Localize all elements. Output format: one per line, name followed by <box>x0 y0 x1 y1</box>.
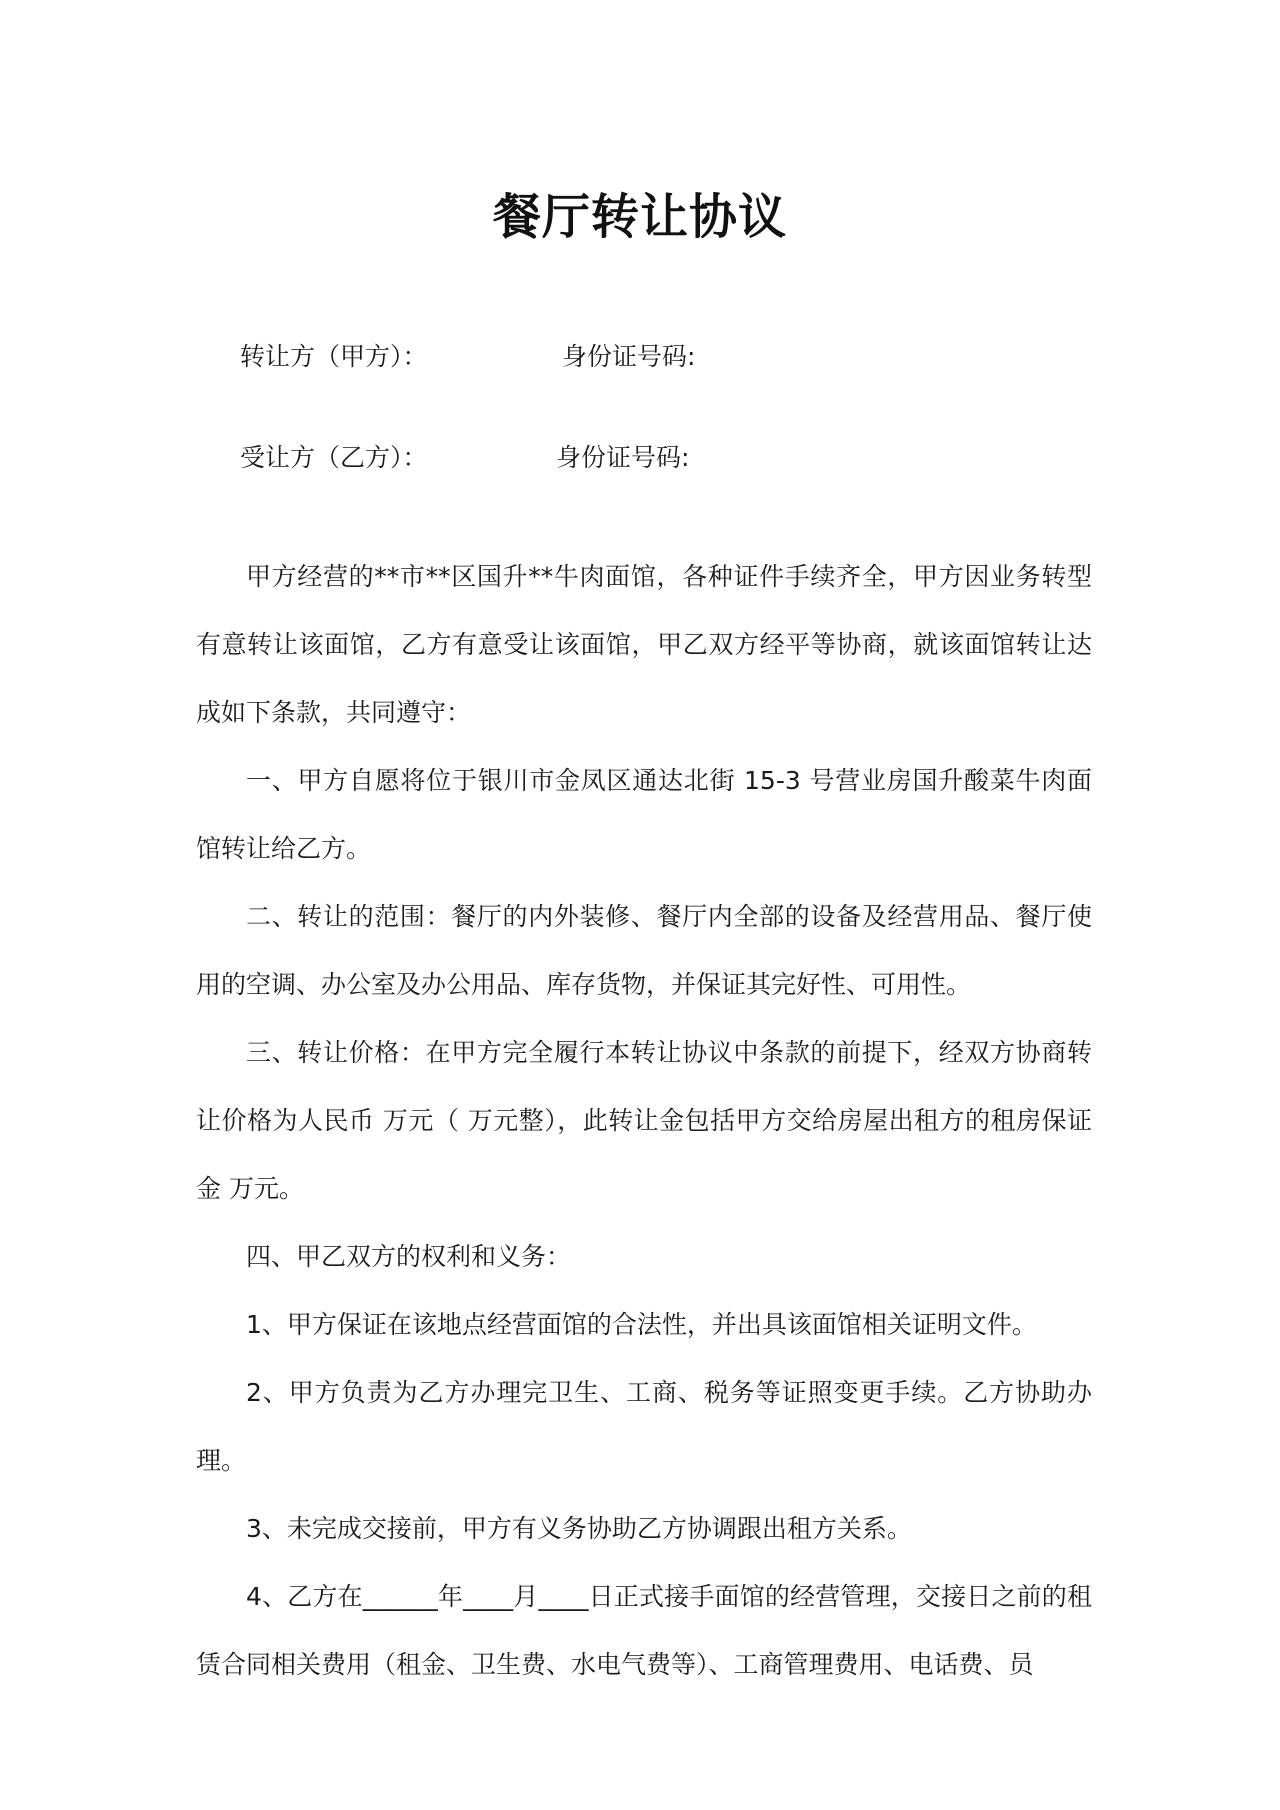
transferee-id-label: 身份证号码: <box>556 443 690 472</box>
clause-4-item-3: 3、未完成交接前，甲方有义务协助乙方协调跟出租方关系。 <box>246 1514 912 1543</box>
transferor-id-label: 身份证号码: <box>562 342 696 371</box>
intro-paragraph: 甲方经营的**市**区国升**牛肉面馆，各种证件手续齐全，甲方因业务转型有意转让该面馆，乙方有意受让该面馆，甲乙双方经平等协商，就该面馆转让达成如下条款，共同遵守： <box>196 562 1092 727</box>
document-title: 餐厅转让协议 <box>492 189 787 245</box>
clause-2-paragraph: 二、转让的范围：餐厅的内外装修、餐厅内全部的设备及经营用品、餐厅使用的空调、办公室及办公用品、库存货物，并保证其完好性、可用性。 <box>196 902 1092 999</box>
clause-4-item-4: 4、乙方在______年____月____日正式接手面馆的经营管理，交接日之前的租赁合同相关费用（租金、卫生费、水电气费等）、工商管理费用、电话费、员 <box>196 1582 1092 1679</box>
transferor-label: 转让方（甲方）： <box>240 342 428 371</box>
clause-4-item-2: 2、甲方负责为乙方办理完卫生、工商、税务等证照变更手续。乙方协助办理。 <box>196 1378 1092 1475</box>
clause-4-heading: 四、甲乙双方的权利和义务： <box>246 1242 572 1271</box>
agreement-body <box>196 543 1092 1699</box>
clause-1-paragraph: 一、甲方自愿将位于银川市金凤区通达北街 15-3 号营业房国升酸菜牛肉面馆转让给乙方。 <box>196 766 1092 863</box>
clause-3-paragraph: 三、转让价格：在甲方完全履行本转让协议中条款的前提下，经双方协商转让价格为人民币 万元（ 万元整），此转让金包括甲方交给房屋出租方的租房保证金 万元。 <box>196 1038 1092 1203</box>
clause-4-item-1: 1、甲方保证在该地点经营面馆的合法性，并出具该面馆相关证明文件。 <box>246 1310 1037 1339</box>
transferee-label: 受让方（乙方）： <box>240 443 428 472</box>
